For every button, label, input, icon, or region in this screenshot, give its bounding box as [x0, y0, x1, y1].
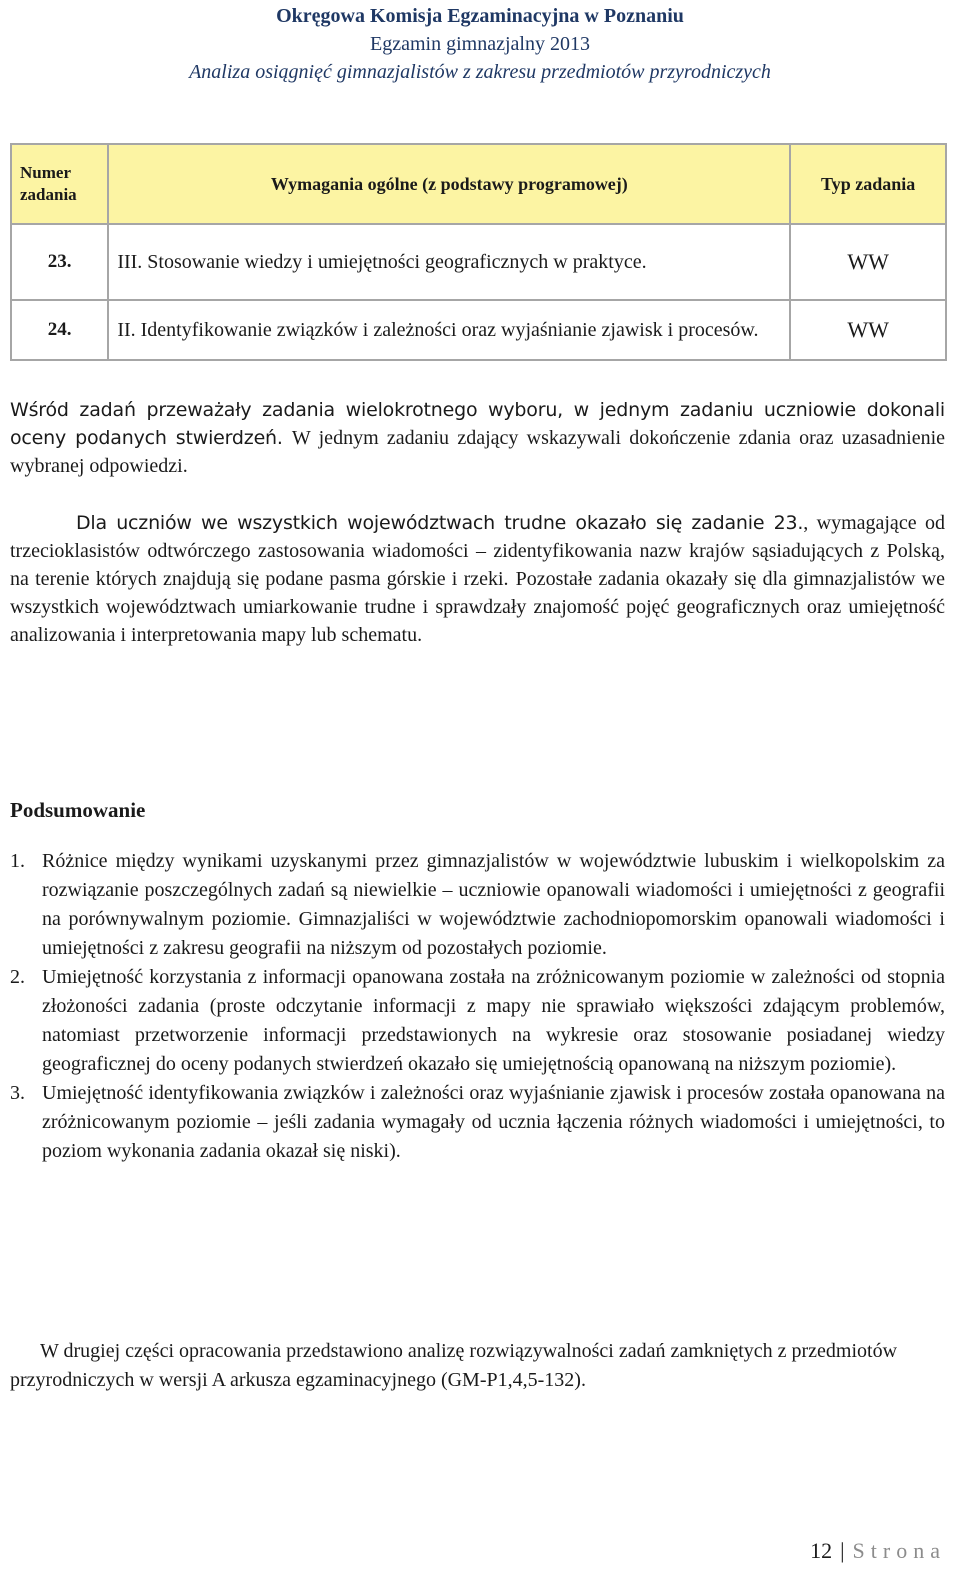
summary-title: Podsumowanie: [10, 798, 146, 822]
paragraph-difficulty: [10, 509, 945, 649]
table-header-row: [11, 144, 946, 224]
list-item-number: 3.: [10, 1082, 25, 1104]
header-cell-type: Typ zadania: [790, 144, 946, 224]
table-row: [11, 224, 946, 300]
table-row: [11, 300, 946, 360]
list-item-number: 1.: [10, 850, 25, 872]
header-cell-number: Numer zadania: [11, 144, 108, 224]
page-header: [0, 0, 960, 86]
list-item-text: Umiejętność korzystania z informacji opanowana została na zróżnicowanym poziomie w zależności od stopnia złożoności zadania (proste odczytanie informacji z mapy nie sprawiało większości zdającym problemów, natomiast przetworzenie informacji przedstawionych na wykresie oraz stosowanie posiadanej wiedzy geograficznej do oceny podanych stwierdzeń okazało się umiejętnością opanowaną na niższym poziomie).: [42, 966, 945, 1075]
list-item-number: 2.: [10, 966, 25, 988]
task-number: 23.: [11, 224, 108, 300]
header-org: Okręgowa Komisja Egzaminacyjna w Poznaniu: [276, 5, 684, 27]
footer-separator: |: [840, 1538, 845, 1563]
list-item: [10, 1079, 945, 1166]
summary-list: [10, 847, 945, 1166]
page-footer: [810, 1538, 946, 1564]
page-number: 12: [810, 1538, 833, 1563]
task-type: WW: [790, 300, 946, 360]
list-item: [10, 963, 945, 1079]
task-requirement: II. Identyfikowanie związków i zależności oraz wyjaśnianie zjawisk i procesów.: [108, 300, 790, 360]
page-label: Strona: [852, 1538, 946, 1563]
paragraph-task-types: [10, 396, 945, 480]
header-cell-requirements: Wymagania ogólne (z podstawy programowej): [108, 144, 790, 224]
paragraph-text: Wśród zadań przeważały zadania wielokrotnego wyboru, w jednym zadaniu uczniowie dokonali oceny podanych stwierdzeń.: [10, 399, 945, 449]
header-exam: Egzamin gimnazjalny 2013: [370, 33, 590, 55]
list-item: [10, 847, 945, 963]
header-subtitle: Analiza osiągnięć gimnazjalistów z zakresu przedmiotów przyrodniczych: [189, 61, 771, 83]
task-requirement: III. Stosowanie wiedzy i umiejętności geograficznych w praktyce.: [108, 224, 790, 300]
paragraph-text: W jednym zadaniu zdający wskazywali dokończenie zdania oraz uzasadnienie wybranej odpowiedzi.: [10, 427, 946, 477]
closing-paragraph: W drugiej części opracowania przedstawiono analizę rozwiązywalności zadań zamkniętych z przedmiotów przyrodniczych w wersji A arkusza egzaminacyjnego (GM-P1,4,5-132).: [10, 1340, 898, 1391]
paragraph-text: Dla uczniów we wszystkich województwach trudne okazało się zadanie 23.: [76, 512, 804, 534]
paragraph-text: Pozostałe zadania okazały się dla gimnazjalistów we wszystkich województwach umiarkowanie trudne i sprawdzały znajomość pojęć geograficznych oraz umiejętność analizowania i interpretowania mapy lub schematu.: [10, 568, 946, 646]
list-item-text: Umiejętność identyfikowania związków i zależności oraz wyjaśnianie zjawisk i procesów została opanowana na zróżnicowanym poziomie – jeśli zadania wymagały od ucznia łączenia różnych wiadomości i umiejętności, to poziom wykonania zadania okazał się niski).: [42, 1082, 945, 1162]
task-number: 24.: [11, 300, 108, 360]
task-type: WW: [790, 224, 946, 300]
requirements-table: [10, 143, 947, 361]
paragraph-text: , wymagające od trzecioklasistów odtwórczego zastosowania wiadomości – zidentyfikowania nazw krajów sąsiadujących z Polską, na terenie których znajdują się podane pasma górskie i rzeki.: [10, 512, 945, 590]
list-item-text: Różnice między wynikami uzyskanymi przez gimnazjalistów w województwie lubuskim i wielkopolskim za rozwiązanie poszczególnych zadań są niewielkie – uczniowie opanowali wiadomości i umiejętności z geografii na porównywalnym poziomie. Gimnazjaliści w województwie zachodniopomorskim opanowali wiadomości i umiejętności z zakresu geografii na niższym od pozostałych poziomie.: [42, 850, 945, 959]
